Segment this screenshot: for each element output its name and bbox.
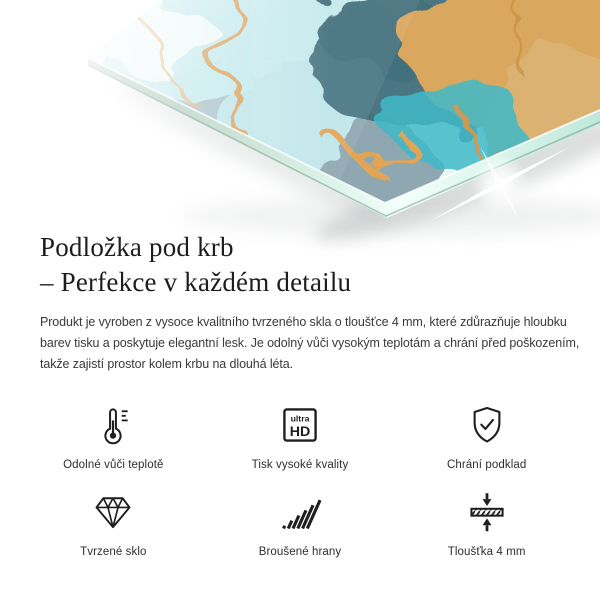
feature-polished-edges (207, 489, 394, 558)
feature-thickness (393, 489, 580, 558)
feature-label: Tvrzené sklo (80, 546, 147, 558)
feature-label: Chrání podklad (446, 459, 527, 471)
feature-label: Tisk vysoké kvality (251, 459, 349, 471)
thickness-icon (465, 489, 509, 535)
polished-edges-icon (278, 489, 322, 535)
feature-label: Broušené hrany (258, 546, 342, 558)
product-photo (0, 0, 600, 262)
feature-label: Odolné vůči teplotě (63, 459, 164, 471)
glass-pad-image (0, 0, 600, 262)
feature-grid (20, 402, 580, 558)
shield-check-icon (465, 402, 509, 448)
feature-print-quality (207, 402, 394, 471)
feature-label: Tloušťka 4 mm (447, 546, 526, 558)
ultra-hd-text-top: ultra (290, 413, 310, 424)
thermometer-icon (91, 402, 135, 448)
feature-protects-floor (393, 402, 580, 471)
ultra-hd-icon (278, 402, 322, 448)
product-description: Produkt je vyroben z vysoce kvalitního tvrzeného skla o tloušťce 4 mm, které zdůrazňuje hloubku barev tisku a poskytuje elegantní lesk. Je odolný vůči vysokým teplotám a chrání před poškozením, takže zajistí prostor kolem krbu na dlouhá léta. (40, 315, 580, 371)
ultra-hd-text-bottom: HD (289, 424, 311, 440)
diamond-icon (91, 489, 135, 535)
page-title-line2: – Perfekce v každém detailu (40, 267, 352, 297)
feature-heat-resistant (20, 402, 207, 471)
page-title-line1: Podložka pod krb (40, 232, 234, 262)
page-title (40, 230, 351, 300)
feature-tempered-glass (20, 489, 207, 558)
